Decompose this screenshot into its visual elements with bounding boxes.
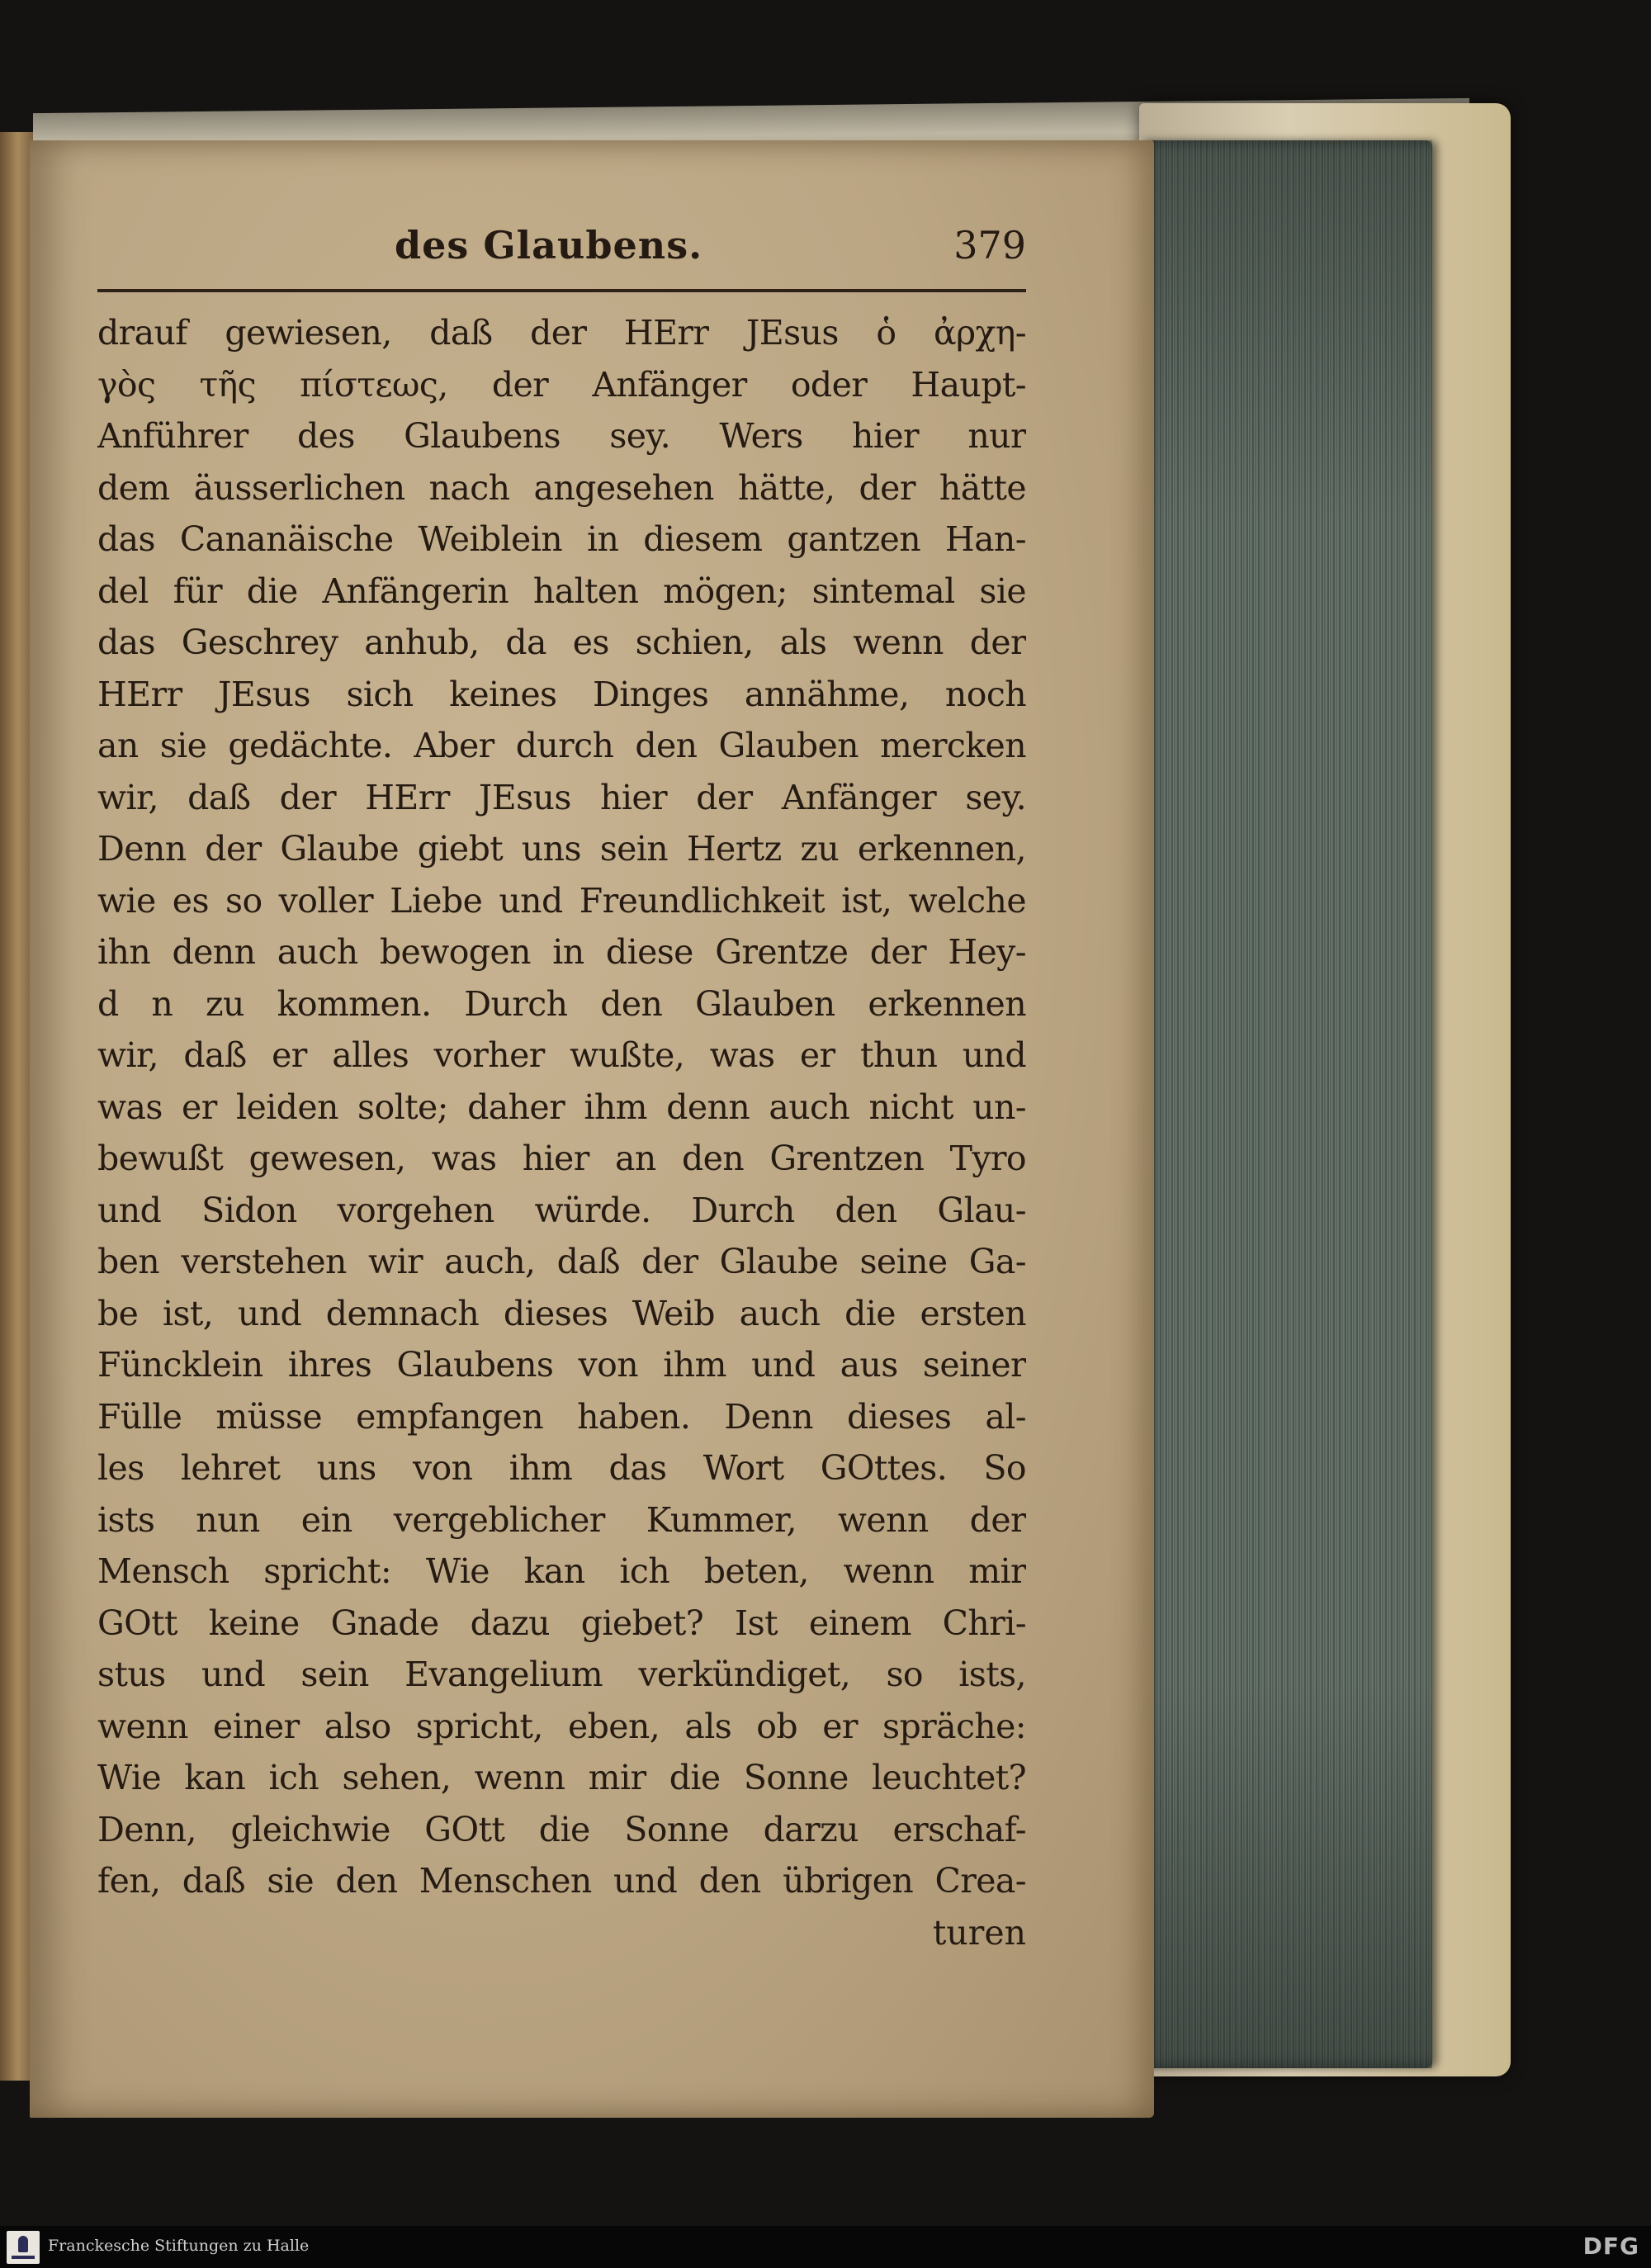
book-page xyxy=(30,140,1154,2118)
text-line-content: d n zu kommen. Durch den Glauben erkennen xyxy=(97,983,1026,1024)
text-line xyxy=(97,772,1026,824)
text-line xyxy=(97,720,1026,772)
institution-name: Franckesche Stiftungen zu Halle xyxy=(48,2237,310,2255)
text-block-fore-edge xyxy=(1139,140,1432,2068)
text-line xyxy=(97,462,1026,514)
text-line-content: wir, daß der HErr JEsus hier der Anfänger sey. xyxy=(97,777,1026,817)
text-line-content: Fülle müsse empfangen haben. Denn dieses al- xyxy=(97,1396,1026,1437)
footer-bar xyxy=(0,2226,1651,2268)
text-line xyxy=(97,1649,1026,1701)
text-line-content: Mensch spricht: Wie kan ich beten, wenn mir xyxy=(97,1551,1026,1591)
text-line xyxy=(97,1598,1026,1650)
text-line xyxy=(97,926,1026,978)
text-line-content: das Geschrey anhub, da es schien, als wenn der xyxy=(97,623,1026,662)
text-line-content: Füncklein ihres Glaubens von ihm und aus seiner xyxy=(97,1345,1026,1385)
text-line xyxy=(97,1855,1026,1907)
text-line-content: an sie gedächte. Aber durch den Glauben mercken xyxy=(97,726,1026,765)
text-line-content: wie es so voller Liebe und Freundlichkeit ist, welche xyxy=(97,880,1026,921)
catchword-line xyxy=(97,1907,1026,1959)
text-line-content: bewußt gewesen, was hier an den Grentzen Tyro xyxy=(97,1139,1026,1178)
running-head xyxy=(97,223,1026,282)
text-line xyxy=(97,1804,1026,1856)
running-head-title: des Glaubens. xyxy=(395,223,703,268)
text-line-content: γὸς τῆς πίστεως, der Anfänger oder Haupt- xyxy=(97,364,1026,405)
text-line-content: Denn, gleichwie GOtt die Sonne darzu erschaf- xyxy=(97,1809,1026,1849)
text-line-content: fen, daß sie den Menschen und den übrigen Crea- xyxy=(97,1861,1026,1901)
text-line-content: dem äusserlichen nach angesehen hätte, der hätte xyxy=(97,467,1026,508)
institution-logo-icon xyxy=(7,2231,40,2264)
text-line-content: Wie kan ich sehen, wenn mir die Sonne leuchtet? xyxy=(97,1758,1026,1797)
text-line-content: be ist, und demnach dieses Weib auch die ersten xyxy=(97,1293,1026,1333)
text-line xyxy=(97,1236,1026,1288)
head-rule xyxy=(97,289,1026,292)
text-line xyxy=(97,1752,1026,1804)
facing-page-edge xyxy=(0,132,33,2081)
text-line xyxy=(97,1288,1026,1340)
text-line xyxy=(97,978,1026,1030)
text-line xyxy=(97,1339,1026,1391)
text-line-content: ihn denn auch bewogen in diese Grentze der Hey- xyxy=(97,932,1026,972)
text-line xyxy=(97,410,1026,462)
text-line-content: wenn einer also spricht, eben, als ob er spräche: xyxy=(97,1706,1026,1746)
text-line xyxy=(97,1185,1026,1237)
text-line xyxy=(97,1442,1026,1494)
text-line-content: das Cananäische Weiblein in diesem gantzen Han- xyxy=(97,519,1026,559)
text-line xyxy=(97,566,1026,618)
text-line-content: HErr JEsus sich keines Dinges annähme, noch xyxy=(97,674,1026,714)
text-line xyxy=(97,617,1026,669)
text-line-content: ists nun ein vergeblicher Kummer, wenn der xyxy=(97,1499,1026,1540)
text-line-content: ben verstehen wir auch, daß der Glaube seine Ga- xyxy=(97,1242,1026,1281)
text-line-content: drauf gewiesen, daß der HErr JEsus ὁ ἀρχη- xyxy=(97,313,1026,353)
text-line-content: GOtt keine Gnade dazu giebet? Ist einem Chri- xyxy=(97,1603,1026,1643)
text-line-content: stus und sein Evangelium verkündiget, so ists, xyxy=(97,1655,1026,1694)
text-line-content: les lehret uns von ihm das Wort GOttes. So xyxy=(97,1448,1026,1488)
text-line xyxy=(97,1082,1026,1134)
text-line-content: del für die Anfängerin halten mögen; sintemal sie xyxy=(97,571,1026,611)
text-line-content: was er leiden solte; daher ihm denn auch nicht un- xyxy=(97,1087,1026,1127)
text-line xyxy=(97,669,1026,721)
text-line-content: und Sidon vorgehen würde. Durch den Glau- xyxy=(97,1190,1026,1230)
page-content xyxy=(97,223,1026,1958)
text-line xyxy=(97,359,1026,411)
text-line xyxy=(97,1391,1026,1443)
text-line-content: wir, daß er alles vorher wußte, was er thun und xyxy=(97,1035,1026,1075)
text-line xyxy=(97,307,1026,359)
text-line xyxy=(97,1133,1026,1185)
text-line xyxy=(97,875,1026,927)
text-line-content: Denn der Glaube giebt uns sein Hertz zu erkennen, xyxy=(97,829,1026,869)
text-line xyxy=(97,514,1026,566)
text-line xyxy=(97,1701,1026,1753)
text-line xyxy=(97,1494,1026,1546)
text-line xyxy=(97,1546,1026,1598)
catchword: turen xyxy=(932,1912,1026,1953)
body-text xyxy=(97,307,1026,1907)
text-line-content: Anführer des Glaubens sey. Wers hier nur xyxy=(97,416,1026,456)
dfg-logo: DFG xyxy=(1582,2232,1639,2260)
text-line xyxy=(97,823,1026,875)
page-number: 379 xyxy=(953,223,1026,268)
text-line xyxy=(97,1030,1026,1082)
